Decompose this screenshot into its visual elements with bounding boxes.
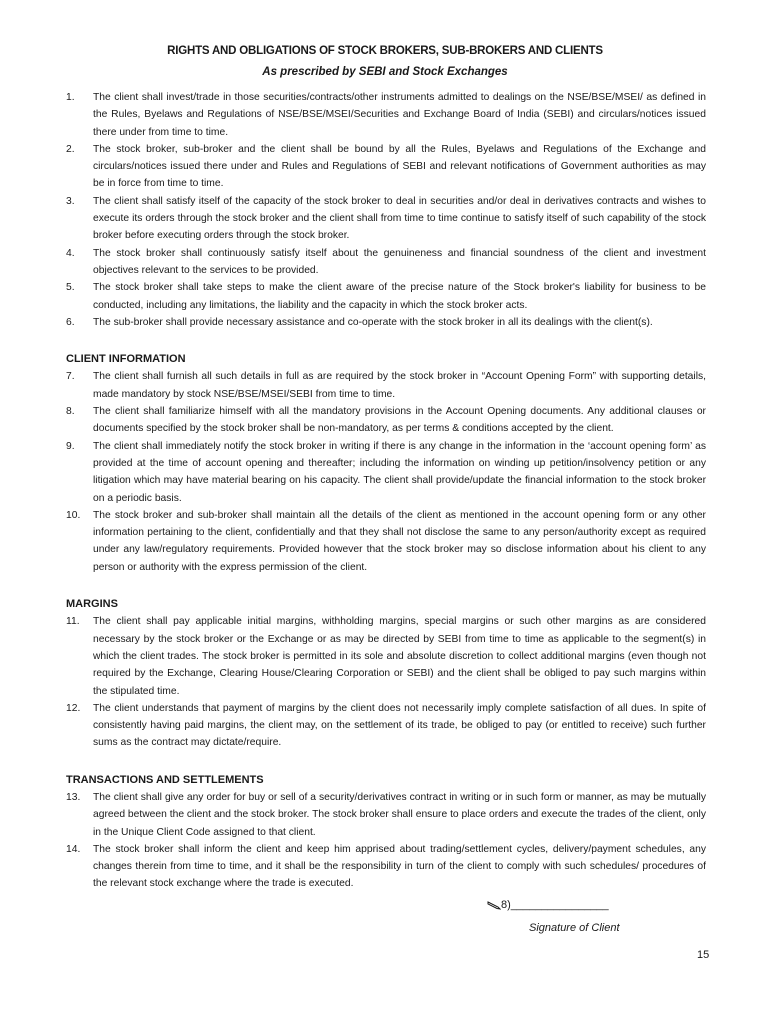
clause-item — [66, 245, 706, 280]
clause-number: 2. — [66, 143, 75, 155]
clause-number: 14. — [66, 843, 81, 855]
clause-number: 3. — [66, 195, 75, 207]
clause-number: 8. — [66, 406, 75, 418]
clause-number: 7. — [66, 371, 75, 383]
clause-item — [66, 700, 706, 752]
signature-label: Signature of Client — [529, 922, 620, 934]
clause-number: 10. — [66, 509, 81, 521]
clause-number: 13. — [66, 791, 81, 803]
margins-clauses — [66, 613, 706, 751]
clause-item — [66, 279, 706, 314]
clause-number: 4. — [66, 247, 75, 259]
clause-text: The sub-broker shall provide necessary assistance and co-operate with the stock broker in all its dealings with the client(s). — [93, 316, 653, 328]
intro-clauses — [66, 89, 706, 331]
clause-item — [66, 193, 706, 245]
section-heading-transactions-and-settlements: TRANSACTIONS AND SETTLEMENTS — [66, 773, 264, 786]
clause-item — [66, 507, 706, 576]
clause-item — [66, 841, 706, 893]
clause-number: 11. — [66, 616, 80, 628]
clause-text: The client shall give any order for buy or sell of a security/derivatives contract in writing or in such form or manner, as may be mutually agreed between the client and the stock broker. The stock broker shall ensure to place orders and execute the trades of the client, only in the Unique Client Code assigned to that client. — [93, 791, 706, 838]
clause-text: The stock broker and sub-broker shall maintain all the details of the client as mentioned in the account opening form or any other information pertaining to the client, confidentially and that they shall not disclose the same to any person/authority except as required under any law/regulatory requirements. Provided however that the stock broker may so disclose information about his client to any person or authority with the express permission of the client. — [93, 509, 706, 573]
signature-mark: 8)________________ — [501, 899, 609, 911]
clause-text: The stock broker shall take steps to make the client aware of the precise nature of the Stock broker's liability for business to be conducted, including any limitations, the liability and the capacity in which the stock broker acts. — [93, 282, 706, 311]
clause-number: 9. — [66, 440, 75, 452]
clause-item — [66, 789, 706, 841]
document-title: RIGHTS AND OBLIGATIONS OF STOCK BROKERS, SUB-BROKERS AND CLIENTS — [167, 45, 603, 57]
clause-number: 6. — [66, 316, 75, 328]
clause-text: The client shall immediately notify the stock broker in writing if there is any change in the information in the ‘account opening form’ as provided at the time of account opening and thereafter; including the information on winding up petition/insolvency petition or any litigation which may have material bearing on his capacity. The client shall provide/update the financial information to the stock broker on a periodic basis. — [93, 440, 706, 504]
page-number: 15 — [697, 949, 710, 961]
document-subtitle: As prescribed by SEBI and Stock Exchanges — [262, 66, 508, 78]
clause-text: The stock broker shall inform the client and keep him apprised about trading/settlement cycles, delivery/payment schedules, any changes therein from time to time, and it shall be the responsibility in turn of the client to comply with such schedules/ procedures of the relevant stock exchange where the trade is executed. — [93, 843, 706, 890]
section-heading-client-information: CLIENT INFORMATION — [66, 353, 186, 366]
clause-text: The client shall invest/trade in those securities/contracts/other instruments admitted to dealings on the NSE/BSE/MSEI/ as defined in the Rules, Byelaws and Regulations of NSE/BSE/MSEI/Securities and Exchange Board of India (SEBI) and circulars/notices issued there under from time to time. — [93, 92, 706, 138]
clause-number: 12. — [66, 702, 81, 714]
client-information-clauses — [66, 368, 706, 576]
pen-icon — [487, 901, 501, 910]
section-heading-margins: MARGINS — [66, 598, 118, 611]
document-body — [66, 89, 706, 893]
clause-text: The client shall furnish all such details in full as are required by the stock broker in “Account Opening Form” with supporting details, made mandatory by stock NSE/BSE/MSEI/SEBI from time to time. — [93, 371, 706, 400]
clause-text: The client shall satisfy itself of the capacity of the stock broker to deal in securities and/or deal in derivatives contracts and wishes to execute its orders through the stock broker and the client shall from time to time continue to satisfy itself of such capability of the stock broker before executing orders through the stock broker. — [93, 195, 706, 242]
clause-item — [66, 438, 706, 507]
transactions-clauses — [66, 789, 706, 893]
clause-item — [66, 368, 706, 403]
clause-text: The client shall pay applicable initial margins, withholding margins, special margins or such other margins as are considered necessary by the stock broker or the Exchange or as may be directed by SEBI from time to time as applicable to the segment(s) in which the client trades. The stock broker is permitted in its sole and absolute discretion to collect additional margins (even though not required by the Exchange, Clearing House/Clearing Corporation or SEBI) and the client shall be obliged to pay such margins within the stipulated time. — [93, 616, 706, 697]
clause-number: 1. — [66, 92, 75, 103]
clause-item — [66, 314, 706, 331]
clause-item — [66, 141, 706, 193]
clause-text: The client understands that payment of margins by the client does not necessarily imply complete satisfaction of all dues. In spite of consistently having paid margins, the client may, on the settlement of its trade, be obliged to pay (or entitled to receive) such further sums as the contract may dictate/require. — [93, 702, 706, 749]
clause-text: The stock broker shall continuously satisfy itself about the genuineness and financial soundness of the client and investment objectives relevant to the services to be provided. — [93, 247, 706, 276]
clause-text: The stock broker, sub-broker and the client shall be bound by all the Rules, Byelaws and Regulations of the Exchange and circulars/notices issued there under and Rules and Regulations of SEBI and relevant notifications of Government authorities as may be in force from time to time. — [93, 143, 706, 190]
clause-item — [66, 89, 706, 141]
clause-item — [66, 613, 706, 699]
clause-number: 5. — [66, 282, 75, 294]
clause-item — [66, 403, 706, 438]
clause-text: The client shall familiarize himself with all the mandatory provisions in the Account Opening documents. Any additional clauses or documents specified by the stock broker shall be non-mandatory, as per terms & conditions accepted by the client. — [93, 406, 706, 435]
signature-line[interactable] — [487, 899, 609, 911]
